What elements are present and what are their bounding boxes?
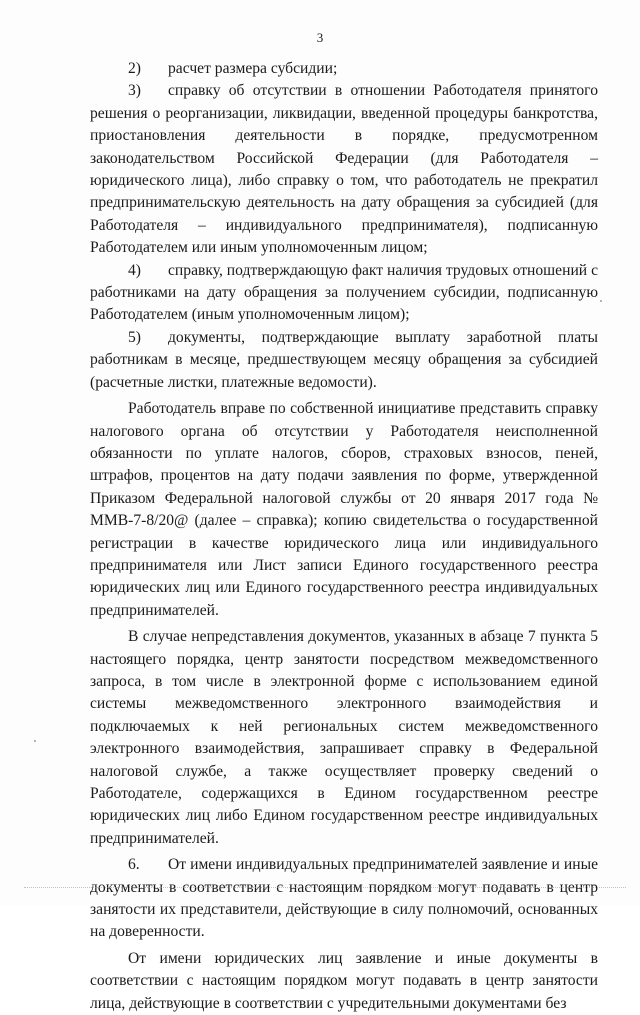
paragraph-text: документы, подтверждающие выплату заработной платы работникам в месяце, предшествующем месяцу обращения за субсидией (расчетные листки, платежные ведомости). (90, 328, 598, 391)
paragraph-text: Работодатель вправе по собственной инициативе представить справку налогового органа об отсутствии у Работодателя неисполненной обязанности по уплате налогов, сборов, страховых взносов, пеней, штрафов, процентов на дату подачи заявления по форме, утвержденной Приказом Федеральной налоговой службы от 20 января 2017 года № ММВ-7-8/20@ (далее – справка); копию свидетельства о государственной регистрации в качестве юридического лица или индивидуального предпринимателя или Лист записи Единого государственного реестра юридических лиц или Единого государственного реестра индивидуальных предпринимателей. (90, 400, 598, 619)
list-item-4 (90, 260, 598, 327)
item-number: 6. (128, 856, 140, 874)
paragraph-employer-certificate (90, 398, 598, 622)
document-body (90, 58, 598, 1015)
scan-speck (34, 740, 36, 742)
paragraph-text: расчет размера субсидии; (168, 60, 338, 77)
scan-edge-line (24, 887, 626, 889)
item-number: 2) (128, 60, 141, 77)
item-number: 4) (128, 261, 141, 279)
page-number: 3 (316, 30, 324, 45)
clause-6 (90, 854, 598, 944)
paragraph-legal-entities (90, 948, 598, 1015)
paragraph-text: От имени юридических лиц заявление и иные документы в соответствии с настоящим порядком могут подавать в центр занятости лица, действующие в соответствии с учредительными документами без (90, 949, 598, 1012)
paragraph-text: справку, подтверждающую факт наличия трудовых отношений с работниками на дату обращения за получением субсидии, подписанную Работодателем (иным уполномоченным лицом); (90, 261, 598, 324)
paragraph-text: От имени индивидуальных предпринимателей заявление и иные документы в соответствии с настоящим порядком могут подавать в центр занятости их представители, действующие в силу полномочий, основанных на доверенности. (90, 856, 598, 941)
item-number: 5) (128, 328, 141, 346)
list-item-3 (90, 80, 598, 259)
item-number: 3) (128, 82, 141, 100)
paragraph-text: справку об отсутствии в отношении Работодателя принятого решения о реорганизации, ликвидации, введенной процедуры банкротства, приостановления деятельности в порядке, предусмотренном законодательством Российской Федерации (для Работодателя – юридического лица), либо справку о том, что работодатель не прекратил предпринимательскую деятельность на дату обращения за субсидией (для Работодателя – индивидуального предпринимателя), подписанную Работодателем или иным уполномоченным лицом; (90, 82, 598, 257)
list-item-2 (90, 58, 598, 80)
scan-speck (600, 300, 602, 302)
list-item-5 (90, 327, 598, 394)
paragraph-text: В случае непредставления документов, указанных в абзаце 7 пункта 5 настоящего порядка, центр занятости посредством межведомственного запроса, в том числе в электронной форме с использованием единой системы межведомственного электронного взаимодействия и подключаемых к ней региональных систем межведомственного электронного взаимодействия, запрашивает справку в Федеральной налоговой службе, а также осуществляет проверку сведений о Работодателе, содержащихся в Едином государственном реестре юридических лиц либо Едином государственном реестре индивидуальных предпринимателей. (90, 628, 598, 847)
paragraph-interagency-request (90, 626, 598, 850)
